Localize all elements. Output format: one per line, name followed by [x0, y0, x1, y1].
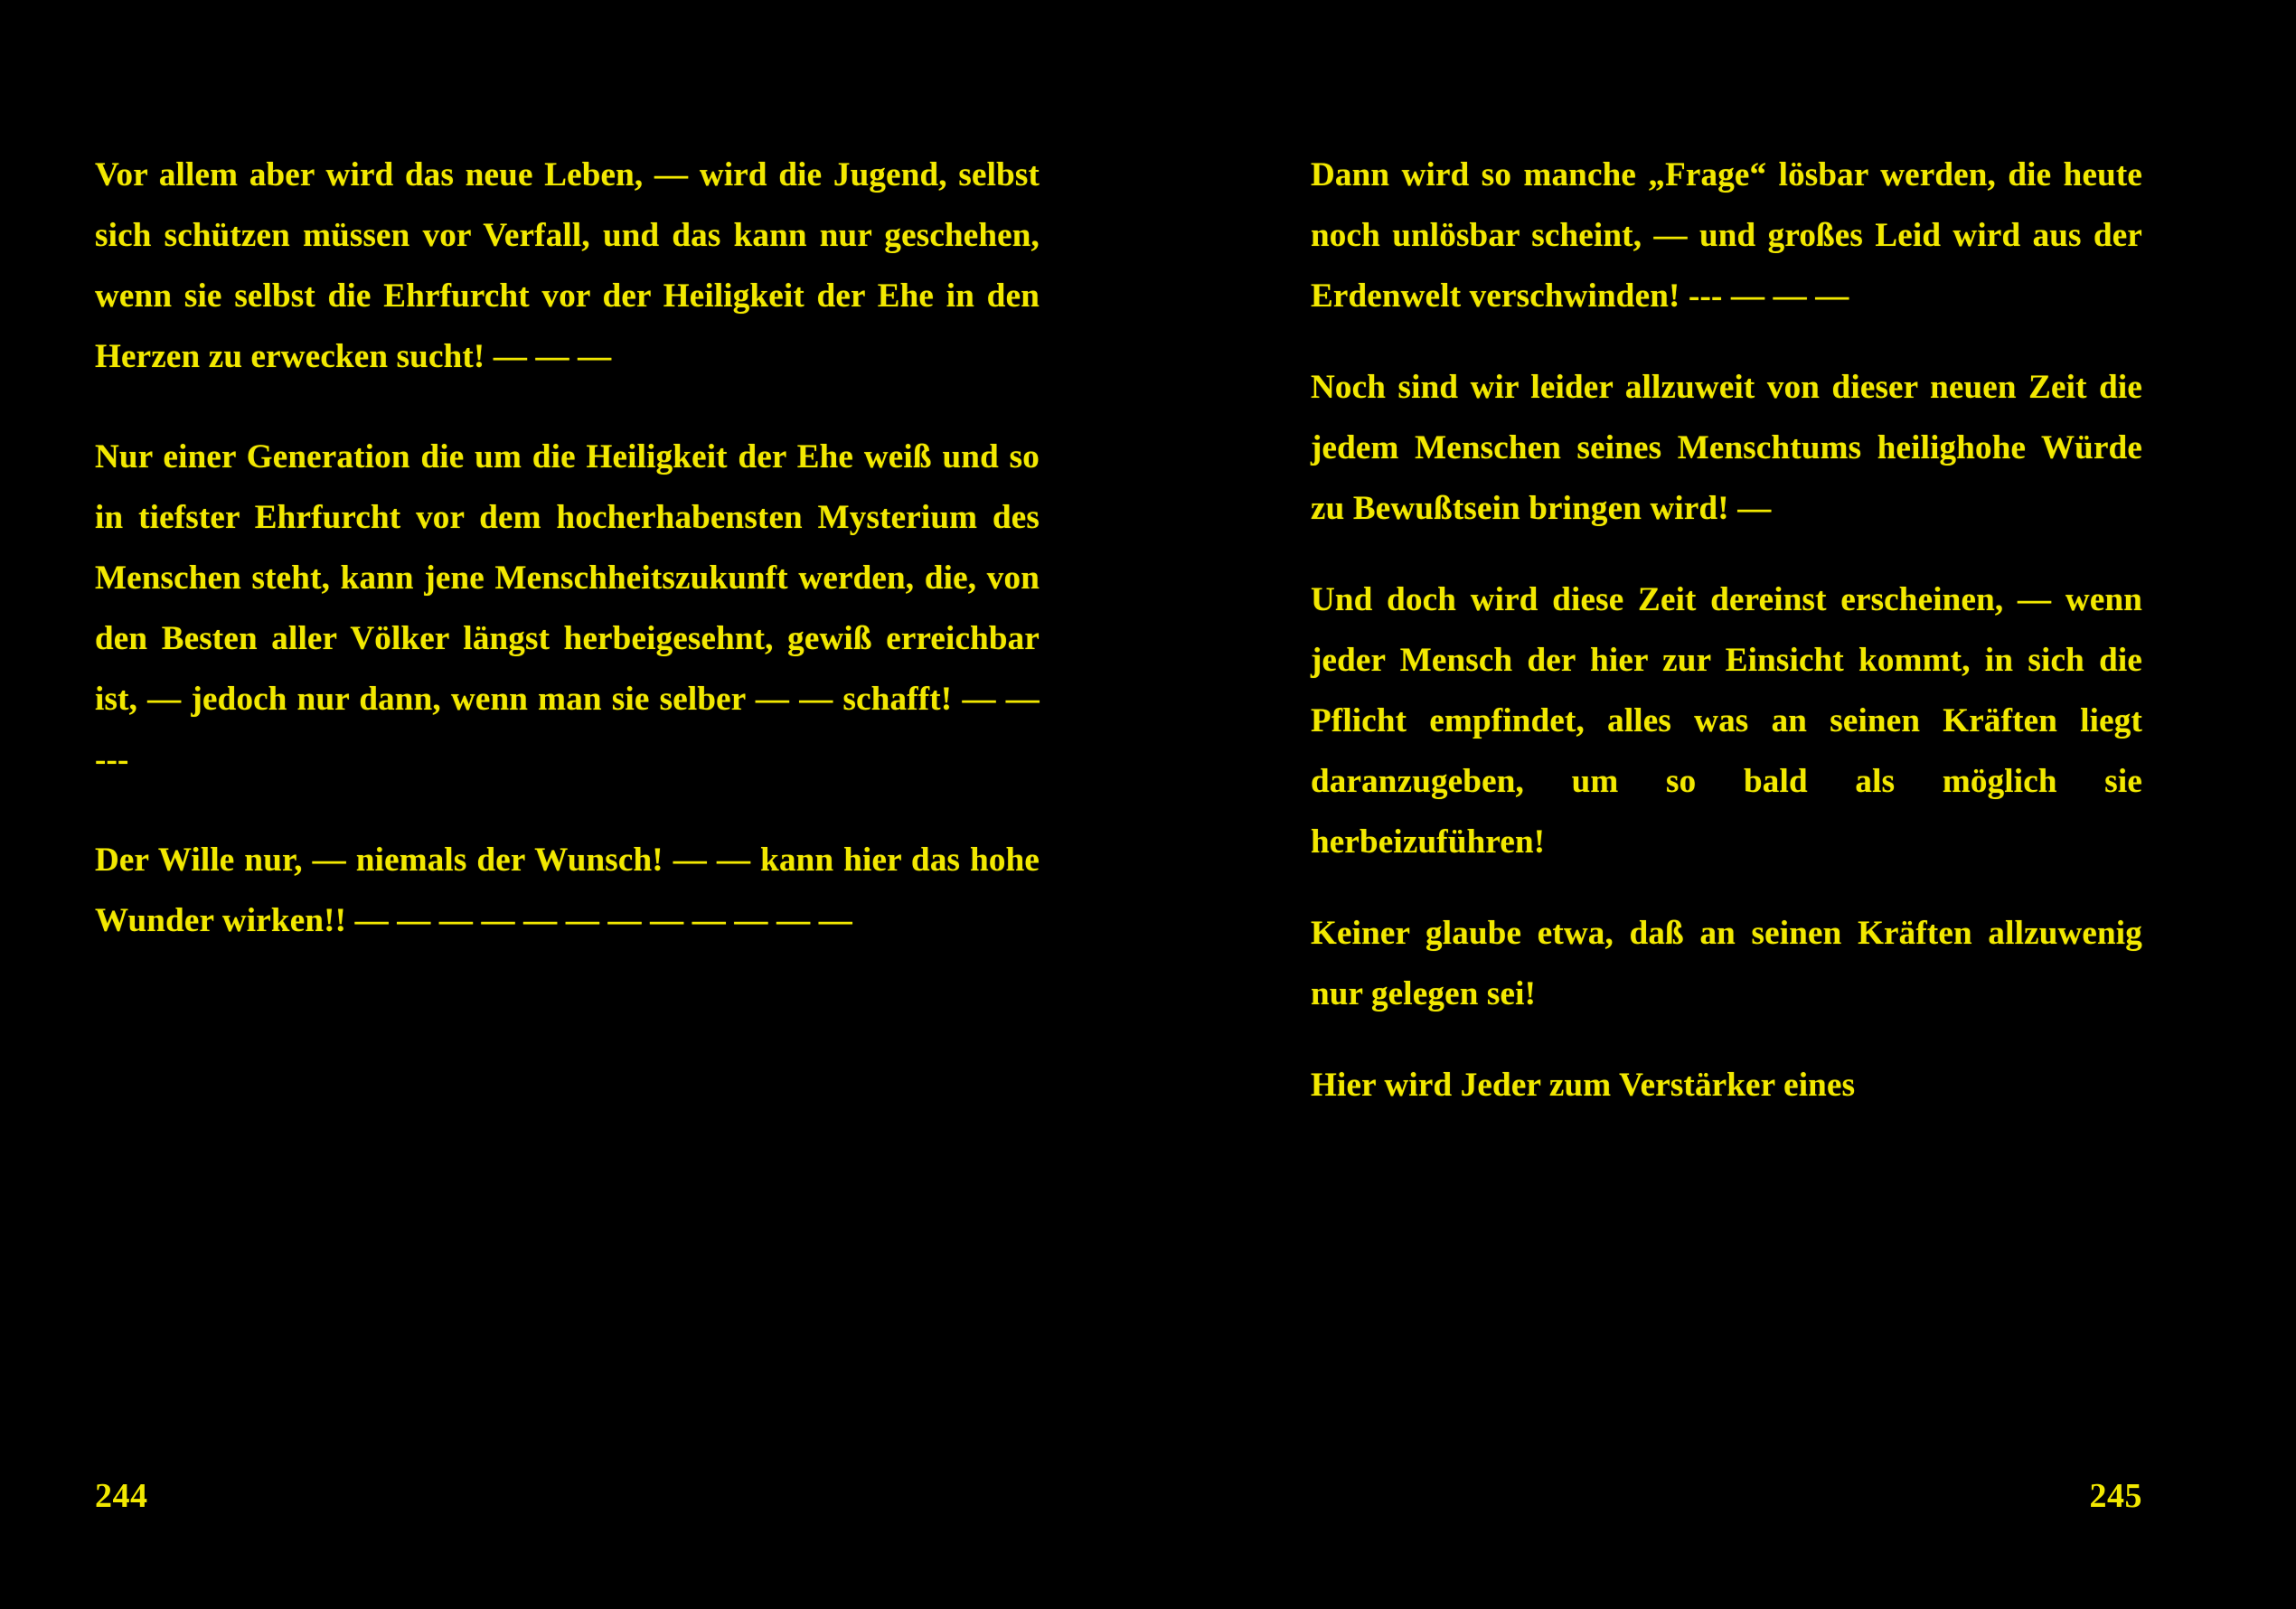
- paragraph: Dann wird so manche „Frage“ lösbar werden, die heute noch unlösbar scheint, — und großes Leid wird aus der Erdenwelt verschwinden! --- — — —: [1311, 156, 2142, 315]
- right-page: [1148, 0, 2296, 1609]
- paragraph: Noch sind wir leider allzuweit von dieser neuen Zeit die jedem Menschen seines Menschtums heilighohe Würde zu Bewußtsein bringen wird! —: [1311, 369, 2142, 527]
- page-number-right: 245: [2089, 1477, 2142, 1515]
- paragraph: Nur einer Generation die um die Heiligkeit der Ehe weiß und so in tiefster Ehrfurcht vor dem hocherhabensten Mysterium des Menschen steht, kann jene Menschheitszukunft werden, die, von den Besten aller Völker längst herbeigesehnt, gewiß erreichbar ist, — jedoch nur dann, wenn man sie selber — — schafft! — — ---: [95, 438, 1040, 778]
- paragraph: Vor allem aber wird das neue Leben, — wird die Jugend, selbst sich schützen müssen vor Verfall, und das kann nur geschehen, wenn sie selbst die Ehrfurcht vor der Heiligkeit der Ehe in den Herzen zu erwecken sucht! — — —: [95, 156, 1040, 375]
- page-number-left: 244: [95, 1477, 148, 1515]
- paragraph: Der Wille nur, — niemals der Wunsch! — — kann hier das hohe Wunder wirken!! — — — — — — — — — — — —: [95, 842, 1040, 939]
- paragraph: Und doch wird diese Zeit dereinst erscheinen, — wenn jeder Mensch der hier zur Einsicht kommt, in sich die Pflicht empfindet, alles was an seinen Kräften liegt daranzugeben, um so bald als möglich sie herbeizuführen!: [1311, 581, 2142, 861]
- paragraph: Keiner glaube etwa, daß an seinen Kräften allzuwenig nur gelegen sei!: [1311, 915, 2142, 1012]
- paragraph: Hier wird Jeder zum Verstärker eines: [1311, 1067, 1856, 1104]
